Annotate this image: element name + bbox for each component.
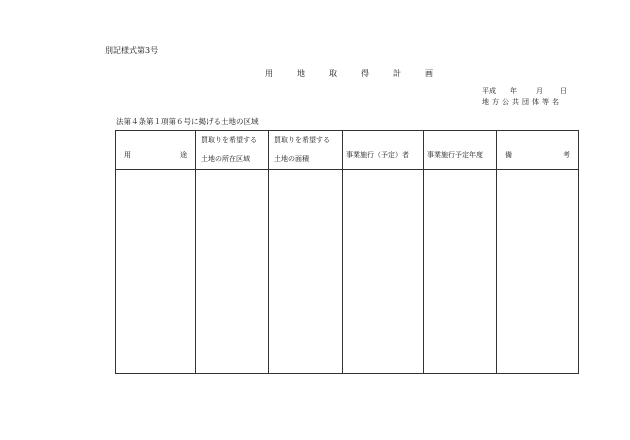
header-location-line: 土地の所在区域 xyxy=(201,155,250,163)
header-area-line: 買取りを希望する xyxy=(274,136,330,144)
header-fiscal-year-label: 事業施行予定年度 xyxy=(427,151,483,159)
title-char: 取 xyxy=(329,69,337,78)
date-day: 日 xyxy=(560,87,567,95)
title-char: 用 xyxy=(265,69,273,78)
organization-name: 地方公共団体等名 xyxy=(482,98,562,106)
cell-remarks[interactable] xyxy=(497,170,579,374)
header-area xyxy=(269,131,343,170)
cell-operator[interactable] xyxy=(343,170,424,374)
date-year: 年 xyxy=(510,87,517,95)
header-remarks-char: 備 xyxy=(505,151,512,159)
cell-location[interactable] xyxy=(196,170,269,374)
land-acquisition-table xyxy=(115,130,579,374)
title-char: 画 xyxy=(425,69,433,78)
title-char: 計 xyxy=(393,69,401,78)
header-fiscal-year xyxy=(424,131,497,170)
header-remarks xyxy=(497,131,579,170)
header-purpose-char: 用 xyxy=(124,151,131,159)
table-body-row xyxy=(116,170,579,374)
date-era: 平成 xyxy=(482,87,496,95)
document-title xyxy=(255,68,447,79)
form-number: 別記様式第3号 xyxy=(105,46,159,55)
header-location-line: 買取りを希望する xyxy=(201,136,257,144)
header-area-line: 土地の面積 xyxy=(274,155,309,163)
header-purpose xyxy=(116,131,196,170)
header-operator-label: 事業施行（予定）者 xyxy=(346,151,409,159)
cell-fiscal-year[interactable] xyxy=(424,170,497,374)
date-line xyxy=(482,86,567,96)
date-month: 月 xyxy=(536,87,543,95)
area-note: 法第４条第１項第６号に掲げる土地の区域 xyxy=(116,117,259,126)
header-remarks-char: 考 xyxy=(563,151,570,159)
title-char: 地 xyxy=(297,69,305,78)
header-purpose-char: 途 xyxy=(180,151,187,159)
header-location xyxy=(196,131,269,170)
cell-area[interactable] xyxy=(269,170,343,374)
title-char: 得 xyxy=(361,69,369,78)
table-header-row xyxy=(116,131,579,170)
header-operator xyxy=(343,131,424,170)
cell-purpose[interactable] xyxy=(116,170,196,374)
